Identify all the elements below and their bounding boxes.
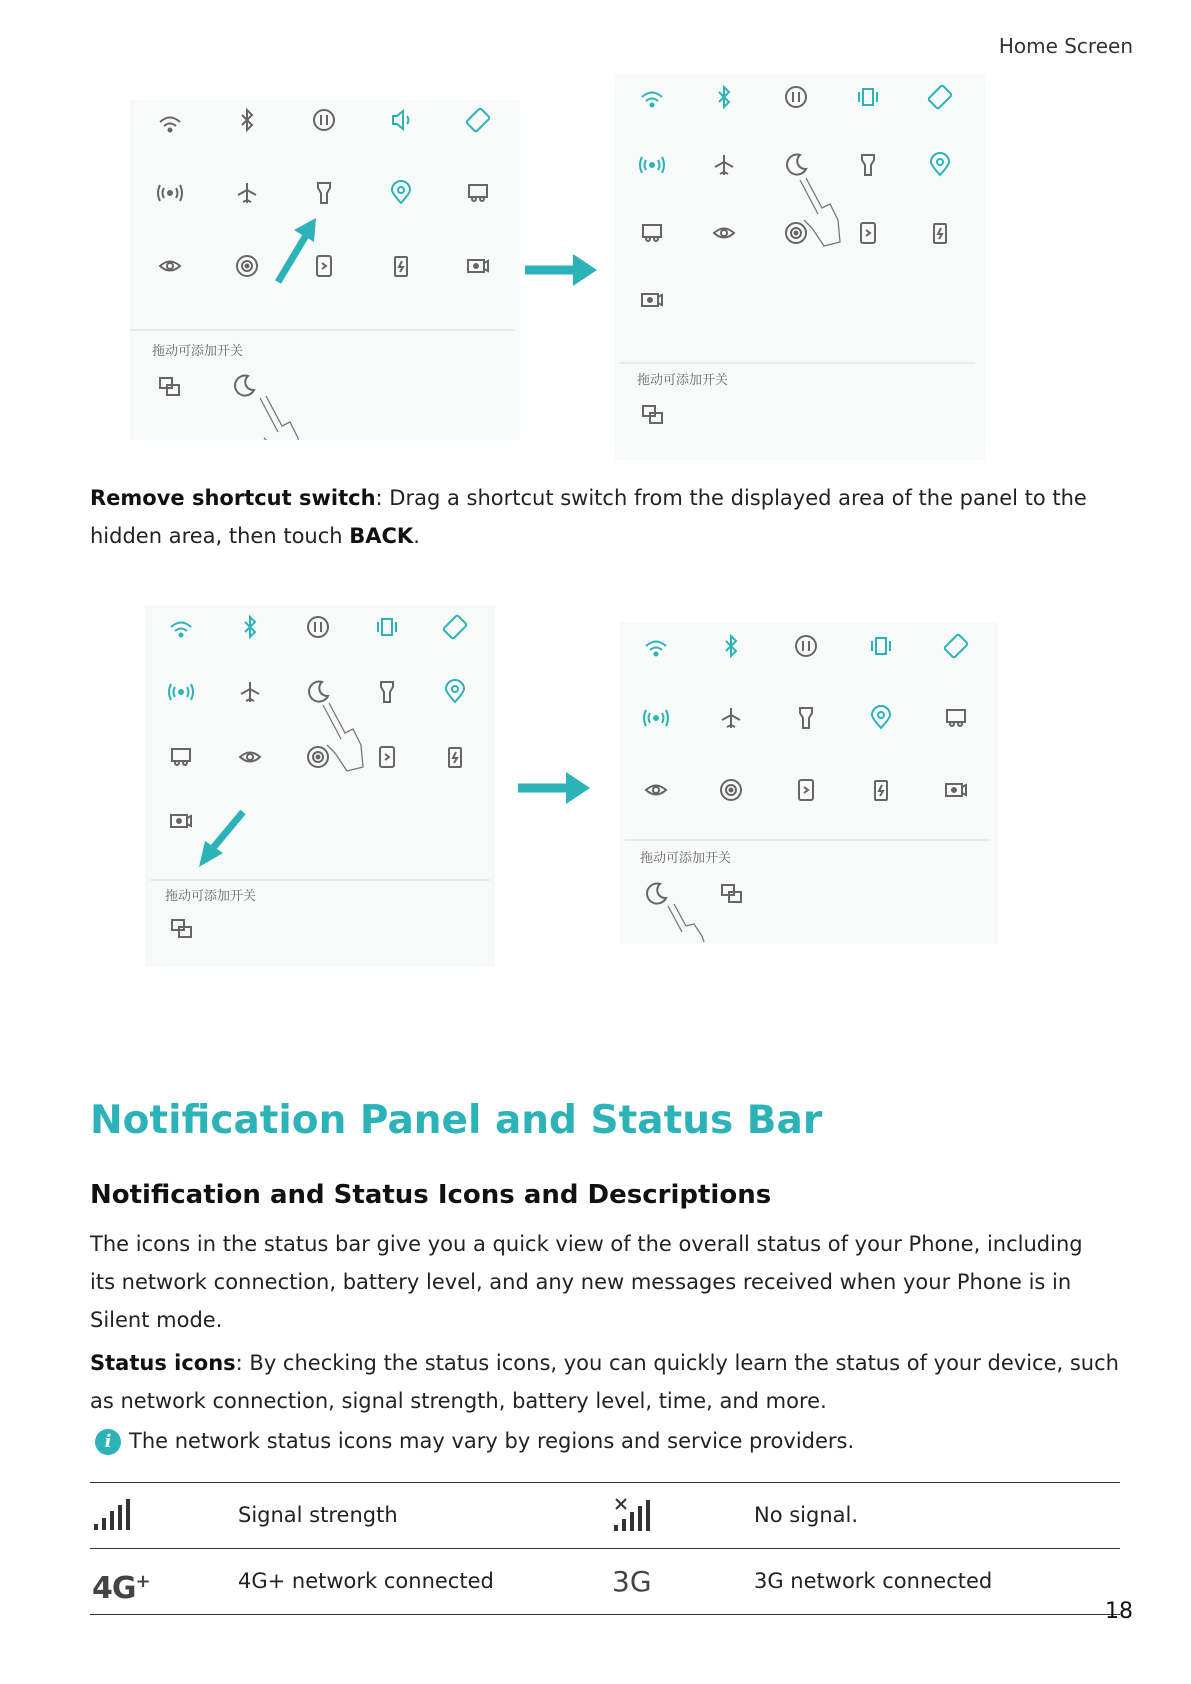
location-icon [872,706,890,728]
data-toggle-icon [786,87,806,107]
location-icon [446,680,464,702]
switch-icon [160,378,179,395]
flashlight-icon [862,155,874,175]
location-icon [931,153,949,175]
status-term: Status icons [90,1351,236,1375]
airplane-icon [722,708,740,728]
transition-arrow-icon [525,250,600,294]
status-icon-table [90,1482,1120,1615]
auto-rotate-icon [928,85,952,109]
switch-icon [722,885,741,902]
panel-add-before [130,100,520,440]
switch-icon [643,406,662,423]
do-not-disturb-icon [647,884,666,904]
table-row [90,1549,1120,1615]
eye-comfort-icon [646,786,666,795]
bluetooth-icon [719,87,729,107]
screen-recorder-icon [468,260,488,272]
do-not-disturb-icon [309,682,328,702]
power-saving-icon [875,781,887,800]
sound-icon [393,111,409,129]
screenshot-icon [643,225,661,241]
eye-comfort-icon [714,229,734,238]
huawei-share-icon [380,747,394,767]
transition-arrow-icon [518,768,593,812]
section-subtitle: Notification and Status Icons and Descriptions [90,1180,772,1210]
screen-recorder-icon [642,294,662,306]
page-header: Home Screen [998,34,1133,58]
remove-term: Remove shortcut switch [90,486,376,510]
screen-recorder-icon [946,784,966,796]
hidden-area-label: 拖动可添加开关 [152,344,244,359]
table-cell: 4G+ network connected [238,1569,494,1593]
auto-rotate-icon [944,634,968,658]
screen-recorder-icon [171,815,191,827]
screenshot-icon [469,185,487,201]
power-saving-icon [449,748,461,767]
hotspot-icon [640,157,664,173]
hotspot-icon [169,684,193,700]
hotspot-icon [158,185,182,201]
huawei-share-icon [799,780,813,800]
table-cell: No signal. [754,1503,859,1527]
hidden-area-label: 拖动可添加开关 [640,851,732,866]
nfc-icon [237,256,257,276]
drag-up-arrow-icon [278,218,316,282]
table-cell: Signal strength [238,1503,398,1527]
do-not-disturb-icon [787,155,806,175]
signal-strength-icon [92,1483,132,1548]
nfc-icon [786,223,806,243]
hand-gesture-icon [668,904,704,942]
hand-gesture-icon [323,703,363,771]
hidden-area-label: 拖动可添加开关 [165,889,257,904]
panel-add-after [615,75,985,460]
flashlight-icon [381,682,393,702]
note [95,1422,1115,1460]
airplane-icon [241,682,259,702]
bluetooth-icon [242,110,252,130]
drag-down-arrow-icon [199,812,243,867]
remove-instructions: Remove shortcut switch: Drag a shortcut switch from the displayed area of the panel to the hidden area, then touch BACK. [90,486,1087,548]
screenshot-icon [172,749,190,765]
back-label: BACK [349,524,414,548]
page-number: 18 [1105,1599,1133,1624]
auto-rotate-icon [466,108,490,132]
auto-rotate-icon [443,615,467,639]
power-saving-icon [934,224,946,243]
vibrate-icon [872,638,890,654]
eye-comfort-icon [160,262,180,271]
table-row [90,1482,1120,1549]
data-toggle-icon [314,110,334,130]
wifi-icon [171,623,191,637]
do-not-disturb-icon [235,376,254,396]
screenshot-icon [947,710,965,726]
info-icon: i [95,1429,121,1455]
hand-gesture-icon [260,396,300,440]
airplane-icon [238,183,256,203]
nfc-icon [308,747,328,767]
airplane-icon [715,155,733,175]
wifi-icon [642,93,662,107]
no-signal-icon [612,1483,652,1548]
data-toggle-icon [308,617,328,637]
data-toggle-icon [796,636,816,656]
eye-comfort-icon [240,753,260,762]
intro-paragraph: The icons in the status bar give you a quick view of the overall status of your Phone, including its network connection, battery level, and any new messages received when your Phone is in Silent mode. [90,1232,1083,1332]
switch-icon [172,920,191,937]
bluetooth-icon [245,617,255,637]
panel-remove-before [145,605,495,967]
3g-icon: 3G [612,1565,652,1598]
location-icon [392,181,410,203]
bluetooth-icon [726,636,736,656]
wifi-icon [160,118,180,132]
flashlight-icon [800,708,812,728]
vibrate-icon [378,619,396,635]
flashlight-icon [318,183,330,203]
4g-plus-icon: 4G+ [92,1571,150,1606]
hotspot-icon [644,710,668,726]
huawei-share-icon [317,256,331,276]
wifi-icon [646,642,666,656]
section-title: Notification Panel and Status Bar [90,1098,823,1143]
panel-remove-after [620,622,998,944]
hidden-area-label: 拖动可添加开关 [637,373,729,388]
note-text: The network status icons may vary by regions and service providers. [129,1429,855,1453]
table-cell: 3G network connected [754,1569,993,1593]
power-saving-icon [395,257,407,276]
status-icons-paragraph: Status icons: By checking the status icons, you can quickly learn the status of your device, such as network connection, signal strength, battery level, time, and more. [90,1351,1119,1413]
nfc-icon [721,780,741,800]
vibrate-icon [859,89,877,105]
huawei-share-icon [861,223,875,243]
